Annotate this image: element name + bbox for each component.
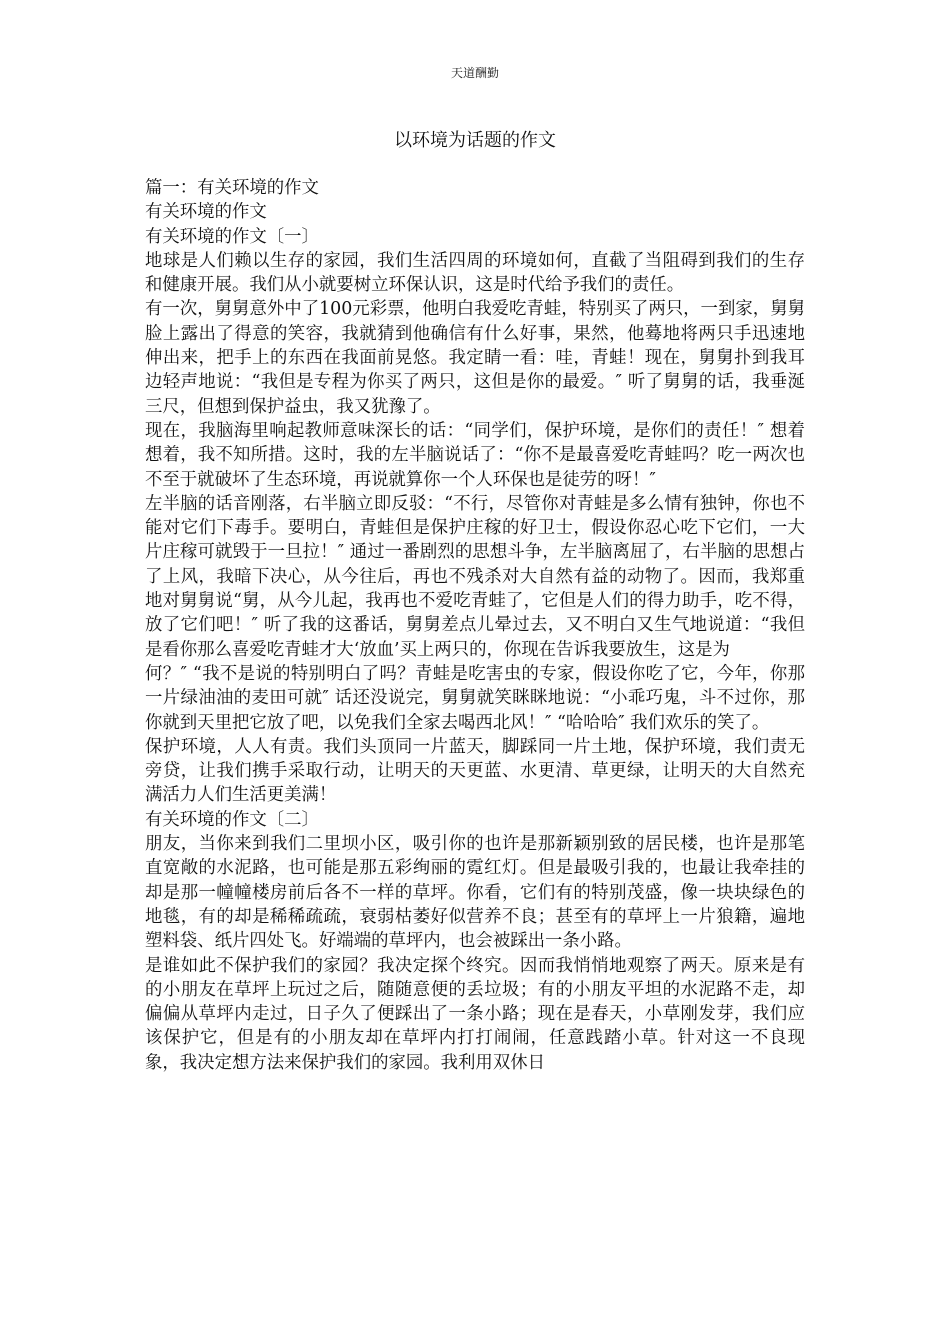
paragraph: 现在，我脑海里响起教师意味深长的话：“同学们，保护环境，是你们的责任！″ 想着想着，我不知所措。这时，我的左半脑说话了：“你不是最喜爱吃青蛙吗？吃一两次也不至于就破坏了生态环境，再说就算你一个人环保也是徒劳的呀！″: [145, 420, 805, 490]
essay-heading-1: 有关环境的作文〔一〕: [145, 226, 319, 247]
paragraph: 左半脑的话音刚落，右半脑立即反驳：“不行，尽管你对青蛙是多么情有独钟，你也不能对它们下毒手。要明白，青蛙但是保护庄稼的好卫士，假设你忍心吃下它们，一大片庄稼可就毁于一旦拉！″ 通过一番剧烈的思想斗争，左半脑离屈了，右半脑的思想占了上风，我暗下决心，从今往后，再也不残杀对大自然有益的动物了。因而，我郑重地对舅舅说“舅，从今儿起，我再也不爱吃青蛙了，它但是人们的得力助手，吃不得，放了它们吧！″ 听了我的这番话，舅舅差点儿晕过去，又不明白又生气地说道：“我但是看你那么喜爱吃青蛙才大‘放血’买上两只的，你现在告诉我要放生，这是为: [145, 493, 805, 660]
paragraph: 是谁如此不保护我们的家园？我决定探个终究。因而我悄悄地观察了两天。原来是有的小朋友在草坪上玩过之后，随随意便的丢垃圾；有的小朋友平坦的水泥路不走，却偏偏从草坪内走过，日子久了便踩出了一条小路；现在是春天，小草刚发芽，我们应该保护它，但是有的小朋友却在草坪内打打闹闹，任意践踏小草。针对这一不良现象，我决定想方法来保护我们的家园。我利用双休日: [145, 955, 805, 1073]
article-title: 有关环境的作文: [145, 202, 267, 223]
section-heading: 篇一：有关环境的作文: [145, 178, 319, 198]
paragraph: 朋友，当你来到我们二里坝小区，吸引你的也许是那新颖别致的居民楼，也许是那笔直宽敞的水泥路，也可能是那五彩绚丽的霓红灯。但是最吸引我的，也最让我牵挂的却是那一幢幢楼房前后各不一样的草坪。你看，它们有的特别茂盛，像一块块绿色的地毯，有的却是稀稀疏疏，衰弱枯萎好似营养不良；甚至有的草坪上一片狼籍，遍地塑料袋、纸片四处飞。好端端的草坪内，也会被踩出一条小路。: [145, 834, 805, 952]
paragraph: 何？″ “我不是说的特别明白了吗？青蛙是吃害虫的专家，假设你吃了它，今年，你那一片绿油油的麦田可就″ 话还没说完，舅舅就笑眯眯地说：“小乖巧鬼，斗不过你，那你就到天里把它放了吧，以免我们全家去喝西北风！″ “哈哈哈″ 我们欢乐的笑了。: [145, 663, 805, 733]
document-body: [145, 176, 805, 1075]
page-header: 天道酬勤: [450, 66, 499, 80]
paragraph: 地球是人们赖以生存的家园，我们生活四周的环境如何，直截了当阻碍到我们的生存和健康开展。我们从小就要树立环保认识，这是时代给予我们的责任。: [145, 250, 805, 296]
paragraph: 保护环境，人人有责。我们头顶同一片蓝天，脚踩同一片土地，保护环境，我们责无旁贷，让我们携手采取行动，让明天的天更蓝、水更清、草更绿，让明天的大自然充满活力人们生活更美满！: [145, 736, 805, 806]
paragraph: 有一次，舅舅意外中了100元彩票，他明白我爱吃青蛙，特别买了两只，一到家，舅舅脸上露出了得意的笑容，我就猜到他确信有什么好事，果然，他蓦地将两只手迅速地伸出来，把手上的东西在我面前晃悠。我定睛一看：哇，青蛙！现在，舅舅扑到我耳边轻声地说：“我但是专程为你买了两只，这但是你的最爱。″ 听了舅舅的话，我垂涎三尺，但想到保护益虫，我又犹豫了。: [145, 299, 805, 417]
document-title: 以环境为话题的作文: [394, 130, 556, 151]
essay-heading-2: 有关环境的作文〔二〕: [145, 809, 319, 830]
